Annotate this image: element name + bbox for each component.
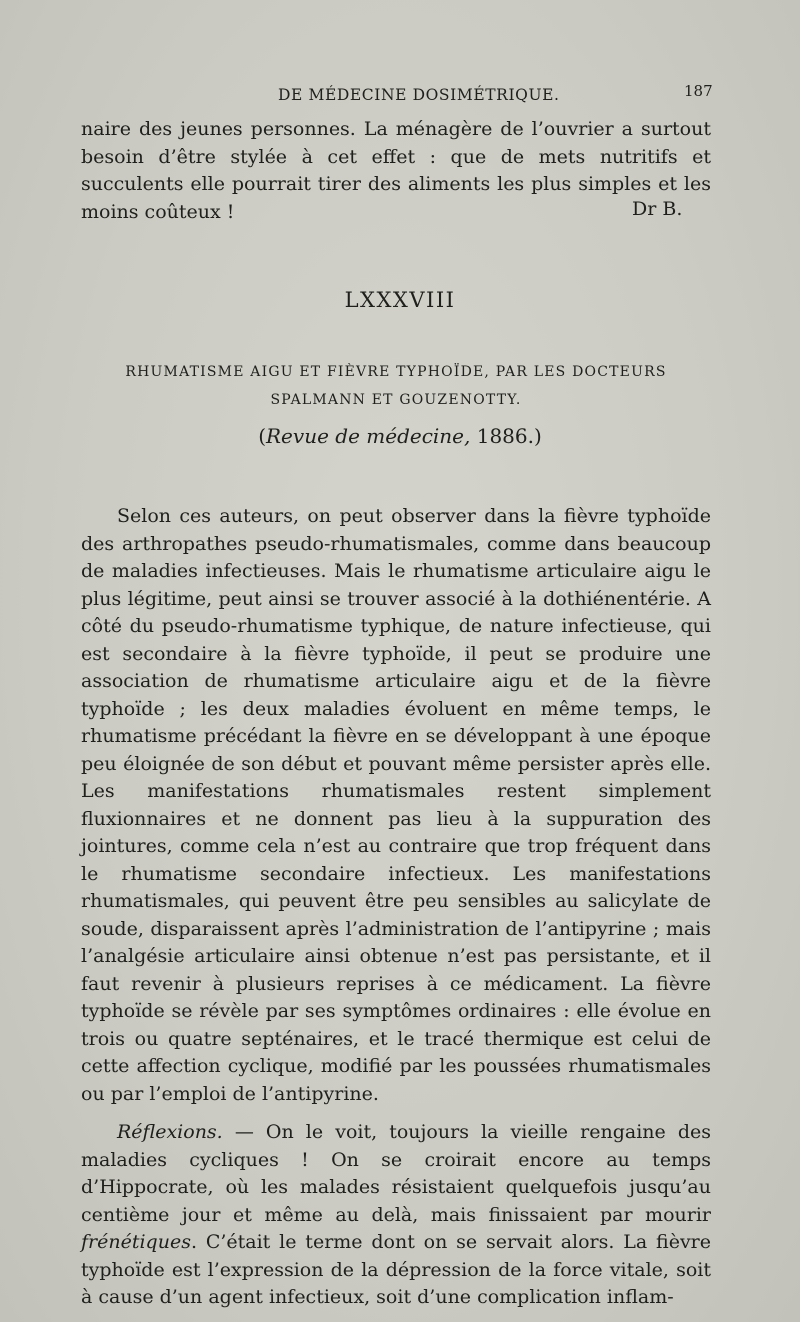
paragraph-2-italic-word: frénétiques bbox=[81, 1231, 191, 1253]
reflexions-label: Réflexions. bbox=[117, 1121, 223, 1143]
intro-paragraph-block bbox=[81, 116, 711, 226]
source-journal: Revue de médecine, bbox=[266, 424, 471, 448]
body-paragraph-2 bbox=[81, 1119, 711, 1312]
intro-paragraph: naire des jeunes personnes. La ménagère de l’ouvrier a surtout besoin d’être stylée à cet effet : que de mets nutritifs et succulents elle pourrait tirer des aliments les plus simples et les moins coûteux ! bbox=[81, 118, 711, 223]
paragraph-2-part-a: — On le voit, toujours la vieille rengaine des maladies cycliques ! On se croirait encore au temps d’Hippocrate, où les malades résistaient quelquefois jusqu’au centième jour et même au delà, mais finissaient par mourir bbox=[81, 1121, 711, 1226]
article-title: RHUMATISME AIGU ET FIÈVRE TYPHOÏDE, PAR LES DOCTEURS SPALMANN ET GOUZENOTTY. bbox=[125, 364, 667, 408]
source-citation bbox=[0, 424, 800, 448]
author-signature: Dr B. bbox=[632, 198, 683, 220]
chapter-number: LXXXVIII bbox=[344, 288, 456, 312]
body-paragraph-1: Selon ces auteurs, on peut observer dans la fièvre typhoïde des arthropathes pseudo-rhumatismales, comme dans beaucoup de maladies infectieuses. Mais le rhumatisme articulaire aigu le plus légitime, peut ainsi se trouver associé à la dothiénentérie. A côté du pseudo-rhumatisme typhique, de nature infectieuse, qui est secondaire à la fièvre typhoïde, il peut se produire une association de rhumatisme articulaire aigu et de la fièvre typhoïde ; les deux maladies évoluent en même temps, le rhumatisme précédant la fièvre en se développant à une époque peu éloignée de son début et pouvant même persister après elle. Les manifestations rhumatismales restent simplement fluxionnaires et ne donnent pas lieu à la suppuration des jointures, comme cela n’est au contraire que trop fréquent dans le rhumatisme secondaire infectieux. Les manifestations rhumatismales, qui peuvent être peu sensibles au salicylate de soude, disparaissent après l’administration de l’antipyrine ; mais l’analgésie articulaire ainsi obtenue n’est pas persistante, et il faut revenir à plusieurs reprises à ce médicament. La fièvre typhoïde se révèle par ses symptômes ordinaires : elle évolue en trois ou quatre septénaires, et le tracé thermique est celui de cette affection cyclique, modifié par les poussées rhumatismales ou par l’emploi de l’antipyrine. bbox=[81, 505, 711, 1105]
source-year: 1886.) bbox=[470, 424, 542, 448]
body-text bbox=[81, 503, 711, 1312]
source-open-paren: ( bbox=[258, 424, 266, 448]
paragraph-2-part-b: . C’était le terme dont on se servait alors. La fièvre typhoïde est l’expression de la dépression de la force vitale, soit à cause d’un agent infectieux, soit d’une complication inflam- bbox=[81, 1231, 711, 1308]
page-number: 187 bbox=[684, 82, 713, 100]
running-title: DE MÉDECINE DOSIMÉTRIQUE. bbox=[278, 86, 560, 104]
page-header bbox=[0, 82, 800, 110]
